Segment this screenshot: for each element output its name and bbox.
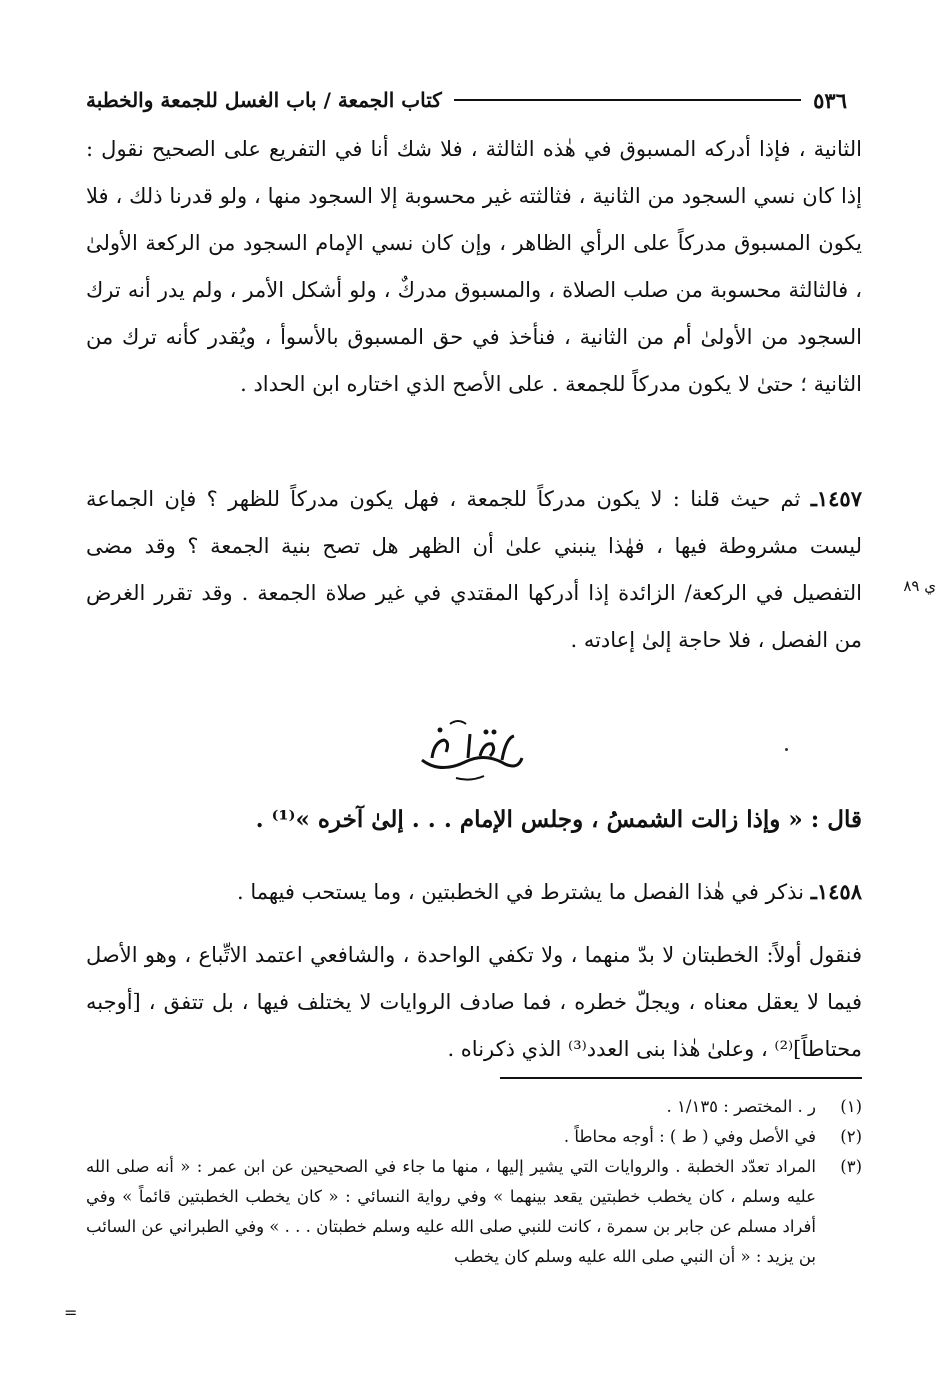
footnote-text: ر . المختصر : ١/١٣٥ .	[666, 1097, 816, 1116]
stray-dot	[785, 748, 788, 751]
paragraph-number: ١٤٥٧ـ	[810, 486, 862, 511]
running-title: كتاب الجمعة / باب الغسل للجمعة والخطبة	[86, 88, 442, 112]
paragraph-text: نذكر في هٰذا الفصل ما يشترط في الخطبتين ، وما يستحب فيهما .	[236, 880, 805, 904]
paragraph-1457	[86, 475, 862, 664]
footnote-2	[86, 1122, 862, 1152]
footnote-text: في الأصل وفي ( ط ) : أوجه محاطاً .	[563, 1127, 816, 1146]
footnote-number: (١)	[840, 1097, 862, 1116]
continuation-mark: =	[64, 1303, 78, 1322]
paragraph-1: الثانية ، فإذا أدركه المسبوق في هٰذه الثالثة ، فلا شك أنا في التفريع على الصحيح نقول : إذا كان نسي السجود من الثانية ، فثالثته غير محسوبة إلا السجود منها ، ولو قدرنا ذلك ، فلا يكون المسبوق مدركاً على الرأي الظاهر ، وإن كان نسي الإمام السجود من الركعة الأولىٰ ، فالثالثة محسوبة من صلب الصلاة ، والمسبوق مدركٌ ، ولو أشكل الأمر ، ولم يدر أنه ترك السجود من الأولىٰ أم من الثانية ، فنأخذ في حق المسبوق بالأسوأ ، ويُقدر كأنه ترك من الثانية ؛ حتىٰ لا يكون مدركاً للجمعة . على الأصح الذي اختاره ابن الحداد .	[86, 137, 862, 396]
section-heading-calligraphy	[410, 712, 530, 782]
footnote-3	[86, 1152, 862, 1272]
paragraph-number: ١٤٥٨ـ	[810, 879, 862, 904]
footnote-text: المراد تعدّد الخطبة . والروايات التي يشير إليها ، منها ما جاء في الصحيحين عن ابن عمر : « أنه صلى الله عليه وسلم ، كان يخطب خطبتين يقعد بينهما » وفي رواية النسائي : « كان يخطب الخطبتين قائماً » وفي أفراد مسلم عن جابر بن سمرة ، كانت للنبي صلى الله عليه وسلم خطبتان . . . » وفي الطبراني عن السائب بن يزيد : « أن النبي صلى الله عليه وسلم كان يخطب	[86, 1157, 816, 1266]
paragraph-1458	[86, 868, 862, 916]
qaal-line: قال : « وإذا زالت الشمسُ ، وجلس الإمام . . . إلىٰ آخره »⁽¹⁾ .	[255, 806, 862, 833]
paragraph-4: فنقول أولاً: الخطبتان لا بدّ منهما ، ولا تكفي الواحدة ، والشافعي اعتمد الاتِّباع ، وهو الأصل فيما لا يعقل معناه ، ويجلّ خطره ، فما صادف الروايات لا يختلف فيها ، بل تتفق ، [أوجبه محتاطاً]⁽²⁾ ، وعلىٰ هٰذا بنى العدد⁽³⁾ الذي ذكرناه .	[86, 943, 862, 1061]
footnote-separator	[500, 1077, 862, 1079]
margin-note: ي ٨٩	[903, 577, 936, 595]
page-header	[86, 80, 847, 120]
paragraph-text: ثم حيث قلنا : لا يكون مدركاً للجمعة ، فهل يكون مدركاً للظهر ؟ فإن الجماعة ليست مشروطة فيها ، فهٰذا ينبني علىٰ أن الظهر هل تصح بنية الجمعة ؟ وقد مضى التفصيل في الركعة/ الزائدة إذا أدركها المقتدي في غير صلاة الجمعة . وقد تقرر الغرض من الفصل ، فلا حاجة إلىٰ إعادته .	[86, 487, 862, 652]
footnote-number: (٢)	[840, 1127, 862, 1146]
header-rule	[454, 99, 801, 101]
section-heading: فَصْلٌ	[468, 756, 472, 757]
footnote-1	[86, 1092, 862, 1122]
footnote-number: (٣)	[840, 1157, 862, 1176]
footnotes	[86, 1092, 862, 1272]
page-number: ٥٣٦	[813, 87, 847, 113]
